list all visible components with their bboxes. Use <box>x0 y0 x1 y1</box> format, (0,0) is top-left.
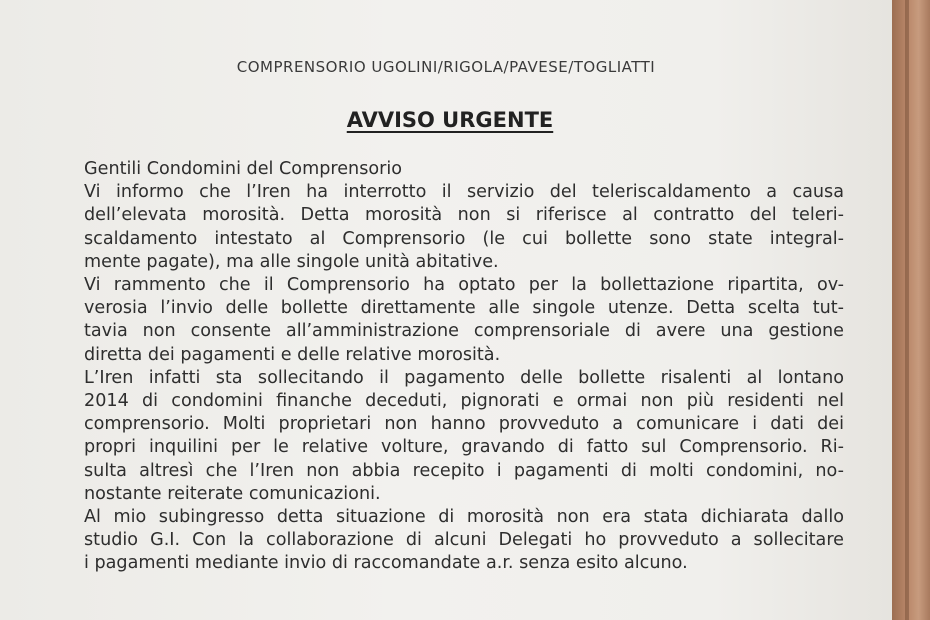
body-line: tavia non consente all’amministrazione comprensoriale di avere una gestione <box>84 321 844 342</box>
wall-background <box>892 0 930 620</box>
body-line: 2014 di condomini finanche deceduti, pignorati e ormai non più residenti nel <box>84 391 844 412</box>
body-line: verosia l’invio delle bollette direttamente alle singole utenze. Detta scelta tut- <box>84 298 844 319</box>
body-line: Gentili Condomini del Comprensorio <box>84 159 403 179</box>
body-line: comprensorio. Molti proprietari non hanno provveduto a comunicare i dati dei <box>84 414 844 435</box>
notice-title: AVVISO URGENTE <box>346 108 554 132</box>
notice-body <box>84 158 844 576</box>
body-line: sulta altresì che l’Iren non abbia recepito i pagamenti di molti condomini, no- <box>84 460 844 481</box>
body-line: Al mio subingresso detta situazione di morosità non era stata dichiarata dallo <box>84 507 844 528</box>
body-line: propri inquilini per le relative volture, gravando di fatto sul Comprensorio. Ri- <box>84 437 844 458</box>
body-line: mente pagate), ma alle singole unità abitative. <box>84 251 499 272</box>
wall-edge <box>905 0 909 620</box>
body-line: Vi rammento che il Comprensorio ha optato per la bollettazione ripartita, ov- <box>84 275 844 296</box>
body-line: scaldamento intestato al Comprensorio (le cui bollette sono state integral- <box>84 228 844 249</box>
body-line: studio G.I. Con la collaborazione di alcuni Delegati ho provveduto a sollecitare <box>84 530 844 551</box>
body-line: L’Iren infatti sta sollecitando il pagamento delle bollette risalenti al lontano <box>84 367 844 388</box>
body-line: nostante reiterate comunicazioni. <box>84 483 381 504</box>
body-line: dell’elevata morosità. Detta morosità non si riferisce al contratto del teleri- <box>84 205 844 226</box>
complex-header: COMPRENSORIO UGOLINI/RIGOLA/PAVESE/TOGLIATTI <box>236 58 656 76</box>
body-line: diretta dei pagamenti e delle relative morosità. <box>84 344 501 365</box>
body-line: i pagamenti mediante invio di raccomandate a.r. senza esito alcuno. <box>84 553 688 574</box>
body-line: Vi informo che l’Iren ha interrotto il servizio del teleriscaldamento a causa <box>84 182 844 203</box>
